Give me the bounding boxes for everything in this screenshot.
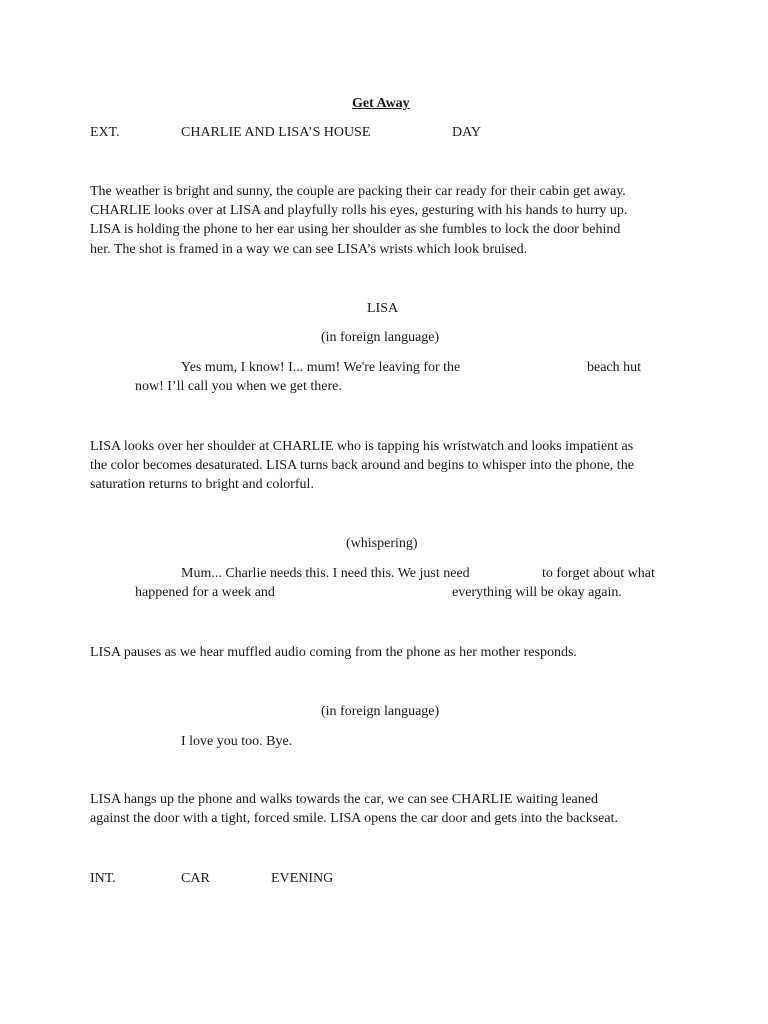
action-line: The weather is bright and sunny, the couple are packing their car ready for their cabin get away. (90, 184, 626, 199)
scene-heading-location: CAR (181, 871, 210, 886)
dialogue-line: now! I’ll call you when we get there. (135, 379, 342, 394)
scene-heading-type: INT. (90, 871, 116, 886)
dialogue-line: happened for a week and (135, 585, 275, 600)
parenthetical: (in foreign language) (321, 704, 440, 719)
action-line: LISA looks over her shoulder at CHARLIE who is tapping his wristwatch and looks impatient as (90, 439, 634, 454)
dialogue-line: Mum... Charlie needs this. I need this. We just need (181, 566, 470, 581)
action-line: LISA hangs up the phone and walks towards the car, we can see CHARLIE waiting leaned (90, 792, 598, 807)
scene-heading-type: EXT. (90, 125, 120, 140)
action-line: against the door with a tight, forced smile. LISA opens the car door and gets into the backseat. (90, 811, 618, 826)
action-line: LISA is holding the phone to her ear using her shoulder as she fumbles to lock the door behind (90, 222, 621, 237)
action-line: the color becomes desaturated. LISA turns back around and begins to whisper into the phone, the (90, 458, 634, 473)
action-line: LISA pauses as we hear muffled audio coming from the phone as her mother responds. (90, 645, 577, 660)
parenthetical: (in foreign language) (321, 330, 440, 345)
parenthetical: (whispering) (346, 536, 418, 551)
scene-heading-time: DAY (452, 125, 482, 140)
scene-heading-time: EVENING (271, 871, 334, 886)
page-title: Get Away (352, 96, 410, 111)
dialogue-line: Yes mum, I know! I... mum! We're leaving for the (181, 360, 461, 375)
scene-heading-location: CHARLIE AND LISA’S HOUSE (181, 125, 371, 140)
action-line: her. The shot is framed in a way we can see LISA’s wrists which look bruised. (90, 242, 528, 257)
action-line: saturation returns to bright and colorful. (90, 477, 314, 492)
dialogue-line: I love you too. Bye. (181, 734, 293, 749)
character-name: LISA (367, 301, 399, 316)
action-line: CHARLIE looks over at LISA and playfully rolls his eyes, gesturing with his hands to hurry up. (90, 203, 628, 218)
dialogue-line: to forget about what (542, 566, 655, 581)
dialogue-line: everything will be okay again. (452, 585, 622, 600)
dialogue-line: beach hut (587, 360, 642, 375)
